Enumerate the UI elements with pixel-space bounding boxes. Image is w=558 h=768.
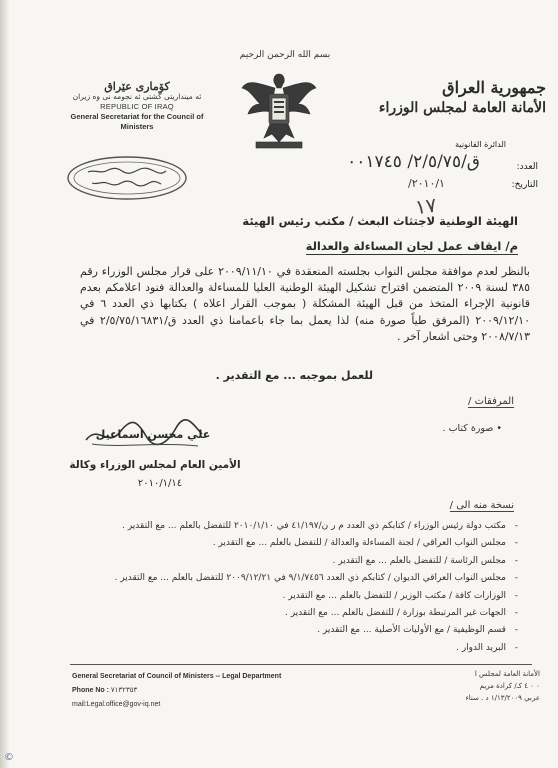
cc-list — [38, 521, 518, 660]
date-label: التاريخ: — [511, 180, 538, 190]
basmala: بسم الله الرحمن الرحيم — [239, 50, 331, 60]
cc-item: - قسم الوظيفية / مع الأوليات الأصلية ... مع التقدير . — [38, 625, 518, 642]
secretariat-title-ar: الأمانة العامة لمجلس الوزراء — [378, 100, 546, 116]
letterhead-left — [62, 82, 212, 132]
cc-item: - البريد الدوار . — [38, 643, 518, 660]
republic-title-en: REPUBLIC OF IRAQ — [100, 102, 174, 111]
department-label: الدائرة القانونية — [455, 140, 506, 149]
republic-title-ar: جمهورية العراق — [442, 78, 546, 97]
footer-email: mail:Legal.office@gov-iq.net — [72, 701, 161, 708]
iraq-eagle-emblem-icon — [240, 68, 318, 154]
phone-number: ٧١٣٢٣٥٣ — [110, 687, 138, 694]
cc-heading-text: نسخة منه الى / — [449, 500, 514, 511]
reference-number: ق/٢/٥/٧٥/ ٠٠١٧٤٥ — [347, 152, 480, 172]
attachments-heading — [468, 396, 514, 407]
footer-ar-line1: الأمانة العامة لمجلس ا — [474, 670, 540, 678]
footer-ar-line3: عربي ١/١٣/٢٠٠٩ د . سناء — [465, 694, 540, 702]
cc-item: - مجلس النواب العراقي الديوان / كتابكم ذي العدد ٩/١/٧٤٥٦ في ٢٠٠٩/١٢/٢١ للتفضل بالعلم ... مع التقدير . — [38, 573, 518, 590]
reference-date: ٢٠١٠/١/ — [408, 177, 445, 190]
attachments-heading-text: المرفقات / — [468, 396, 514, 407]
subject-text: م/ ايقاف عمل لجان المساءلة والعدالة — [305, 239, 518, 253]
cc-item: - الوزارات كافة / مكتب الوزير / للتفضل بالعلم ... مع التقدير . — [38, 591, 518, 608]
cc-item: - الجهات غير المرتبطة بوزارة / للتفضل بالعلم ... مع التقدير . — [38, 608, 518, 625]
signatory-name: علي محسن اسماعيل — [95, 428, 211, 441]
footer-ar-line2: ٠ ٠ ٤ كـ/ كرادة مريم — [479, 682, 540, 690]
number-label: العدد: — [516, 162, 538, 172]
kurdish-secretariat: ئه مینداریتی گشتی ئه نجومه نی وه زیران — [72, 92, 202, 101]
closing-line: للعمل بموجبه ... مع التقدير . — [215, 369, 373, 382]
attachment-item: • صورة كتاب . — [442, 423, 502, 434]
office-stamp-icon — [66, 155, 188, 201]
secretariat-title-en: General Secretariat for the Council of Ministers — [70, 112, 204, 131]
cc-item: - مكتب دولة رئيس الوزراء / كتابكم ذي العدد م ر ن/٤١/١٩٧ في ٢٠١٠/١/١٠ للتفضل بالعلم ... مع التقدير . — [38, 521, 518, 538]
letter-body: بالنظر لعدم موافقة مجلس النواب بجلسته المنعقدة في ٢٠٠٩/١١/١٠ على قرار مجلس الوزراء رقم ٣٨٥ لسنة ٢٠٠٩ المتضمن اقتراح تشكيل الهيئة الوطنية العليا للمساءلة والعدالة فنود اعلامكم بعدم قانونية الإجراء المتخذ من قبل الهيئة المشكلة ( بموجب القرار اعلاه ) بكتابها ذي العدد ٦ في ٢٠٠٩/١٢/١٠ (المرفق طياً صورة منه) لذا يعمل بما جاء باعمامنا ذي العدد ق/٢/٥/٧٥/١٦٨٣١ في ٢٠٠٨/٧/١٣ وحتى اشعار آخر . — [80, 265, 531, 343]
subject-line — [218, 239, 518, 253]
kurdish-republic: كۆماری عێراق — [104, 80, 170, 93]
signature-date: ٢٠١٠/١/١٤ — [137, 478, 183, 489]
addressee: الهيئة الوطنية لاجتثاث البعث / مكتب رئيس الهيئة — [242, 214, 518, 228]
corner-mark: © — [4, 752, 14, 763]
signatory-title: الأمين العام لمجلس الوزراء وكالة — [69, 459, 241, 471]
attachment-item-text: صورة كتاب . — [442, 423, 494, 434]
cc-item: - مجلس النواب العراقي / لجنة المساءلة والعدالة / للتفضل بالعلم ... مع التقدير . — [38, 538, 518, 555]
handwritten-mark: ١٧ — [413, 192, 439, 220]
cc-heading — [450, 500, 514, 511]
page-fold-shadow — [0, 0, 10, 768]
footer-contact-en — [72, 670, 332, 712]
footer-department: General Secretariat of Council of Ministers -- Legal Department — [72, 673, 282, 680]
cc-item: - مجلس الرئاسة / للتفضل بالعلم ... مع التقدير . — [38, 556, 518, 573]
phone-label: Phone No : — [72, 687, 109, 694]
footer-contact-ar — [410, 668, 540, 704]
footer-divider — [70, 664, 532, 665]
